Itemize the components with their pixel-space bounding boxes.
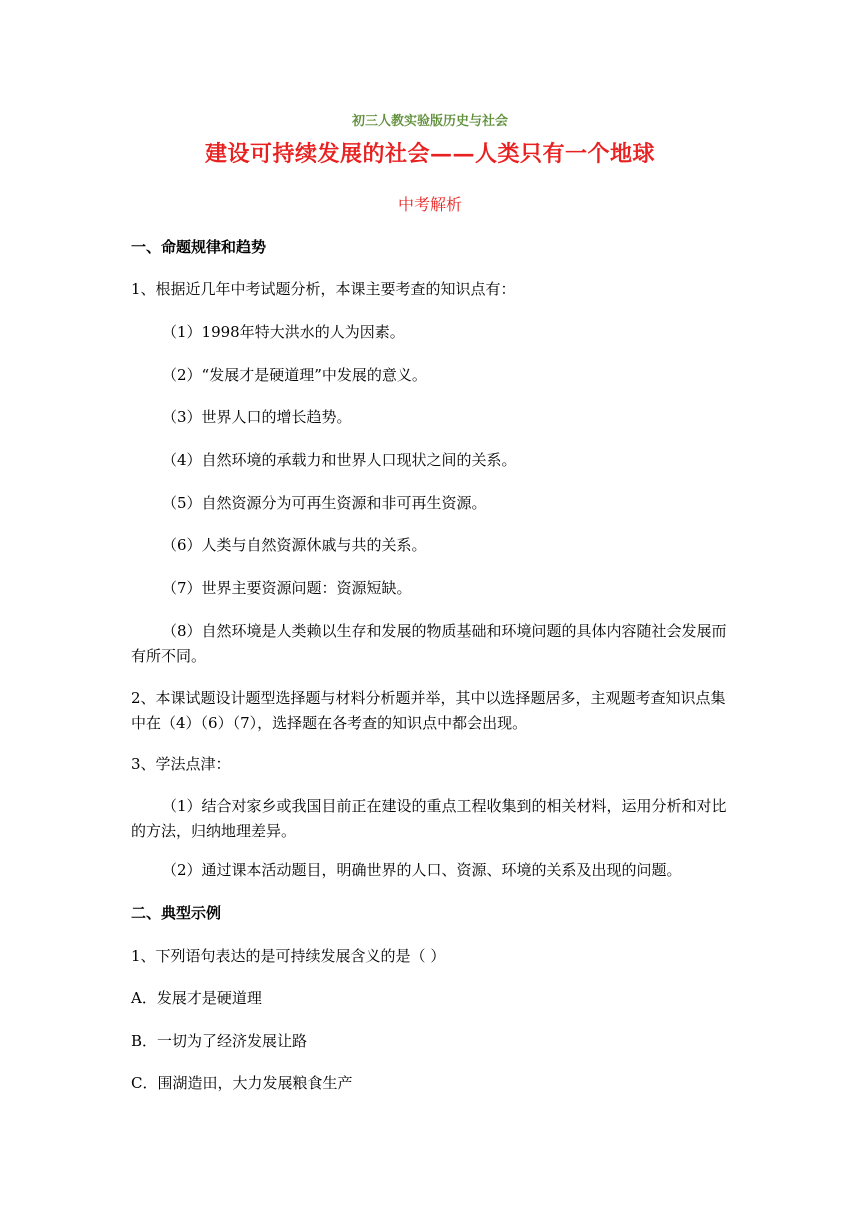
paragraph-item-3: 3、学法点津： xyxy=(131,755,231,773)
document-title: 建设可持续发展的社会——人类只有一个地球 xyxy=(204,141,655,167)
document-subtitle: 中考解析 xyxy=(397,195,462,214)
study-tip-2: （2）通过课本活动题目，明确世界的人口、资源、环境的关系及出现的问题。 xyxy=(162,861,682,879)
option-c: C．围湖造田，大力发展粮食生产 xyxy=(131,1074,353,1092)
knowledge-point-6: （6）人类与自然资源休戚与共的关系。 xyxy=(162,536,427,554)
section-heading-2: 二、典型示例 xyxy=(131,904,222,922)
section-heading-1: 一、命题规律和趋势 xyxy=(131,238,267,256)
knowledge-point-5: （5）自然资源分为可再生资源和非可再生资源。 xyxy=(162,494,487,512)
paragraph-item-2: 2、本课试题设计题型选择题与材料分析题并举，其中以选择题居多，主观题考查知识点集中在（4）（6）（7），选择题在各考查的知识点中都会出现。 xyxy=(131,689,726,732)
knowledge-point-2: （2）“发展才是硬道理”中发展的意义。 xyxy=(162,366,427,384)
knowledge-point-4: （4）自然环境的承载力和世界人口现状之间的关系。 xyxy=(162,451,517,469)
knowledge-point-3: （3）世界人口的增长趋势。 xyxy=(162,408,352,426)
paragraph-item-1: 1、根据近几年中考试题分析，本课主要考查的知识点有： xyxy=(131,280,516,298)
question-1: 1、下列语句表达的是可持续发展含义的是（ ） xyxy=(131,947,446,965)
knowledge-point-1: （1）1998年特大洪水的人为因素。 xyxy=(162,323,405,341)
knowledge-point-8: （8）自然环境是人类赖以生存和发展的物质基础和环境问题的具体内容随社会发展而有所不同。 xyxy=(131,622,727,665)
study-tip-1: （1）结合对家乡或我国目前正在建设的重点工程收集到的相关材料，运用分析和对比的方法，归纳地理差异。 xyxy=(131,797,727,840)
document-header: 初三人教实验版历史与社会 xyxy=(351,114,508,129)
knowledge-point-7: （7）世界主要资源问题：资源短缺。 xyxy=(162,579,412,597)
option-b: B．一切为了经济发展让路 xyxy=(131,1032,308,1050)
option-a: A．发展才是硬道理 xyxy=(131,989,262,1007)
